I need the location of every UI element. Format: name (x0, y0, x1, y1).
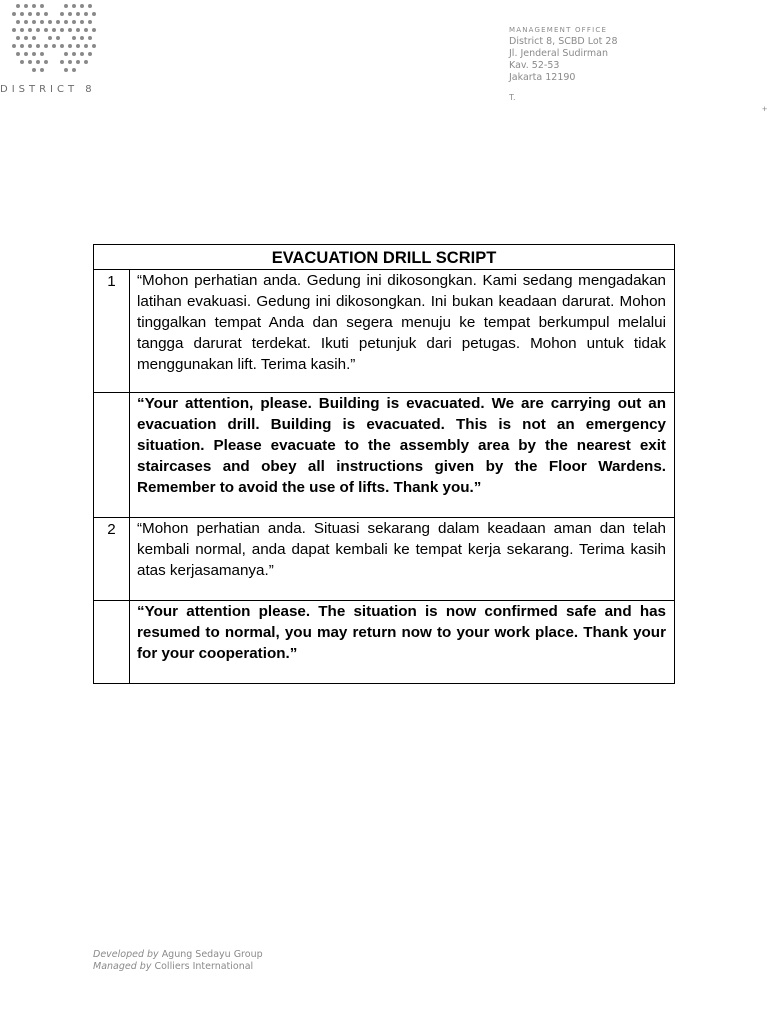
manager-name: Colliers International (154, 961, 254, 972)
row-number: 2 (94, 518, 130, 601)
logo-dot-pattern-icon (10, 0, 102, 78)
table-row (94, 393, 675, 518)
address-line: Jakarta 12190 (509, 72, 576, 83)
telephone-label: T. (509, 93, 516, 102)
developer-name: Agung Sedayu Group (161, 949, 263, 960)
table-row (94, 270, 675, 393)
managed-label: Managed by (93, 961, 152, 972)
address-line: District 8, SCBD Lot 28 (509, 36, 618, 47)
address-line: Jl. Jenderal Sudirman (509, 48, 608, 59)
plus-mark-icon: + (762, 104, 768, 114)
logo-wordmark: DISTRICT 8 (0, 84, 96, 95)
script-text-english: “Your attention, please. Building is evacuated. We are carrying out an evacuation drill. Building is evacuated. This is not an emergency situation. Please evacuate to the assembly area by the nearest exit staircases and obey all instructions given by the Floor Wardens. Remember to avoid the use of lifts. Thank you.” (130, 393, 675, 518)
developed-label: Developed by (93, 949, 159, 960)
table-title: EVACUATION DRILL SCRIPT (94, 245, 675, 270)
address-line: Kav. 52-53 (509, 60, 560, 71)
developer-credit (93, 949, 263, 961)
office-header: MANAGEMENT OFFICE (509, 26, 608, 34)
table-title-row (94, 245, 675, 270)
management-office-address (509, 25, 618, 104)
row-number (94, 601, 130, 684)
script-text-english: “Your attention please. The situation is now confirmed safe and has resumed to normal, you may return now to your work place. Thank your for your cooperation.” (130, 601, 675, 684)
district8-logo (0, 0, 120, 100)
manager-credit (93, 961, 263, 973)
footer-credits (93, 949, 263, 973)
table-row (94, 518, 675, 601)
table-row (94, 601, 675, 684)
row-number: 1 (94, 270, 130, 393)
script-text-indonesian: “Mohon perhatian anda. Gedung ini dikosongkan. Kami sedang mengadakan latihan evakuasi. Gedung ini dikosongkan. Ini bukan keadaan darurat. Mohon tinggalkan tempat Anda dan segera menuju ke tempat berkumpul melalui tangga darurat terdekat. Ikuti petunjuk dari petugas. Mohon untuk tidak menggunakan lift. Terima kasih.” (130, 270, 675, 393)
script-text-indonesian: “Mohon perhatian anda. Situasi sekarang dalam keadaan aman dan telah kembali normal, anda dapat kembali ke tempat kerja sekarang. Terima kasih atas kerjasamanya.” (130, 518, 675, 601)
row-number (94, 393, 130, 518)
evacuation-drill-table (93, 244, 675, 684)
